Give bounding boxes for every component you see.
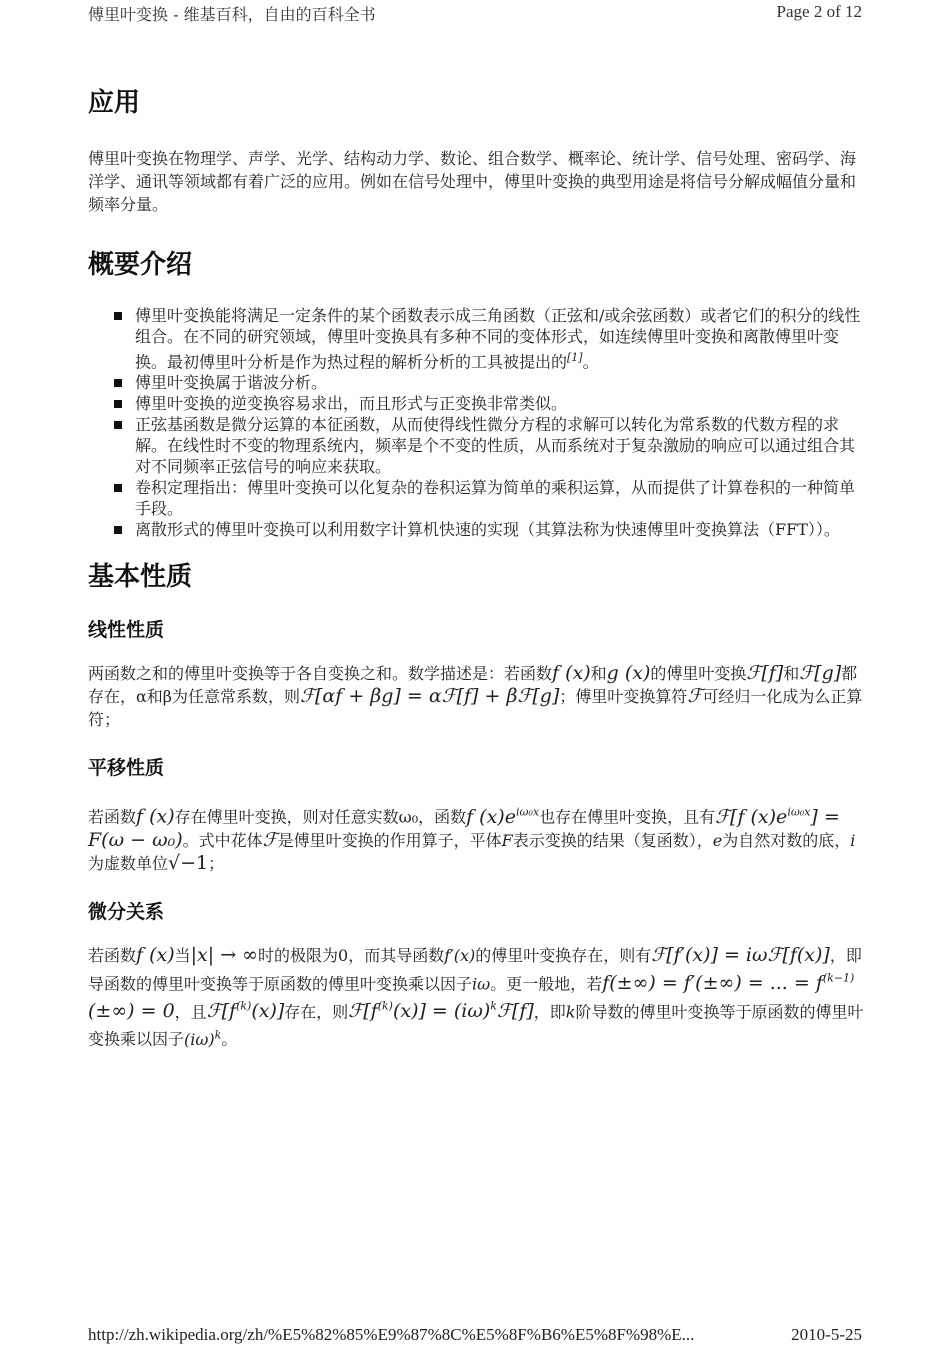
subheading-derivative: 微分关系 — [88, 900, 165, 923]
list-item: 傅里叶变换属于谐波分析。 — [88, 372, 864, 393]
math-expression: ℱ[f′(x)] = iωℱ[f(x)] — [651, 943, 830, 966]
math-expression: ℱ[g] — [799, 662, 842, 685]
math-expression: iω — [472, 973, 491, 993]
math-expression: f(±∞) = f′(±∞) = ... = $f^{(k-1)}(\pm\infty) = 0$ — [88, 971, 855, 1023]
page-footer — [88, 1325, 862, 1345]
list-item: 卷积定理指出：傅里叶变换可以化复杂的卷积运算为简单的乘积运算，从而提供了计算卷积的一种简单手段。 — [88, 477, 864, 519]
math-expression: √−1 — [168, 851, 209, 874]
math-expression: ℱ[f $(x)e^{i\omega_0x}] = F(\omega - \omega_0)$ — [88, 805, 840, 851]
reference-link[interactable]: [1] — [567, 351, 583, 364]
math-expression: $ℱ[f^{(k)}(x)]$ — [206, 999, 285, 1023]
linearity-paragraph: 两函数之和的傅里叶变换等于各自变换之和。数学描述是：若函数f (x)和g (x)的傅里叶变换ℱ[f]和ℱ[g]都存在，α和β为任意常系数，则ℱ[αf + βg] = αℱ[f] + βℱ[g]；傅里叶变换算符ℱ可经归一化成为么正算符； — [88, 662, 863, 730]
list-item: 傅里叶变换的逆变换容易求出，而且形式与正变换非常类似。 — [88, 393, 864, 414]
section-heading-applications: 应用 — [88, 88, 141, 118]
math-expression: i — [850, 830, 856, 850]
derivative-paragraph: 若函数f (x)当|x| → ∞时的极限为0，而其导函数f′(x)的傅里叶变换存在，则有ℱ[f′(x)] = iωℱ[f(x)]，即导函数的傅里叶变换等于原函数的傅里叶变换乘以因子iω。更一般地，若f(±∞) = f′(±∞) = ... = $f^{(k-1)}(\pm\infty) = 0$，且$ℱ[f^{(k)}(x)]$存在，则$ℱ[f^{(k)}(x)]$ = $(i\omega)^kℱ[f]$，即k阶导数的傅里叶变换等于原函数的傅里叶变换乘以因子$(i\omega)^k$。 — [88, 943, 864, 1049]
math-expression: g (x) — [606, 662, 651, 685]
math-expression: f $(x)e^{i\omega_0x}$ — [466, 805, 540, 828]
subheading-shift: 平移性质 — [88, 757, 165, 780]
math-expression: f (x) — [552, 662, 591, 685]
footer-date: 2010-5-25 — [791, 1325, 862, 1344]
list-item: 正弦基函数是微分运算的本征函数，从而使得线性微分方程的求解可以转化为常系数的代数方程的求解。在线性时不变的物理系统内，频率是个不变的性质，从而系统对于复杂激励的响应可以通过组合其对不同频率正弦信号的响应来获取。 — [88, 414, 864, 477]
math-expression: f (x) — [136, 805, 175, 828]
overview-list — [88, 305, 864, 540]
math-expression: f (x) — [136, 943, 175, 966]
math-expression: e — [712, 830, 723, 850]
math-expression: f′(x) — [444, 945, 476, 965]
math-expression: ℱ — [687, 685, 703, 708]
math-expression: $ℱ[f^{(k)}(x)]$ = $(i\omega)^kℱ[f]$ — [348, 999, 534, 1023]
applications-paragraph: 傅里叶变换在物理学、声学、光学、结构动力学、数论、组合数学、概率论、统计学、信号处理、密码学、海洋学、通讯等领域都有着广泛的应用。例如在信号处理中，傅里叶变换的典型用途是将信号分解成幅值分量和频率分量。 — [88, 149, 857, 214]
header-title: 傅里叶变换 - 维基百科，自由的百科全书 — [88, 5, 376, 24]
shift-paragraph: 若函数f (x)存在傅里叶变换，则对任意实数ω₀，函数f $(x)e^{i\omega_0x}$也存在傅里叶变换，且有ℱ[f $(x)e^{i\omega_0x}] = F(\omega - \omega_0)$。式中花体ℱ是傅里叶变换的作用算子，平体F表示变换的结果（复函数），e为自然对数的底，i为虚数单位√−1； — [88, 805, 856, 874]
footer-url[interactable]: http://zh.wikipedia.org/zh/%E5%82%85%E9%87%8C%E5%8F%B6%E5%8F%98%E... — [88, 1325, 695, 1344]
page-number: Page 2 of 12 — [776, 2, 862, 21]
math-expression: ℱ[αf + βg] = αℱ[f] + βℱ[g] — [300, 685, 560, 708]
subheading-linearity: 线性性质 — [88, 619, 165, 642]
section-heading-overview: 概要介绍 — [88, 250, 193, 280]
list-item: 离散形式的傅里叶变换可以利用数字计算机快速的实现（其算法称为快速傅里叶变换算法（FFT））。 — [88, 519, 864, 540]
list-item: 傅里叶变换能将满足一定条件的某个函数表示成三角函数（正弦和/或余弦函数）或者它们的积分的线性组合。在不同的研究领域，傅里叶变换具有多种不同的变体形式，如连续傅里叶变换和离散傅里叶变换。最初傅里叶分析是作为热过程的解析分析的工具被提出的[1]。 — [88, 305, 864, 372]
math-expression: $(i\omega)^k$ — [184, 1028, 222, 1049]
section-heading-properties: 基本性质 — [88, 562, 193, 593]
math-expression: |x| → ∞ — [190, 943, 259, 966]
math-expression: ℱ[f] — [746, 662, 784, 685]
article-body — [88, 82, 864, 1051]
math-expression: F — [501, 830, 513, 850]
math-expression: ℱ — [262, 828, 278, 851]
page-header — [88, 2, 862, 24]
math-expression: k — [565, 1002, 576, 1022]
